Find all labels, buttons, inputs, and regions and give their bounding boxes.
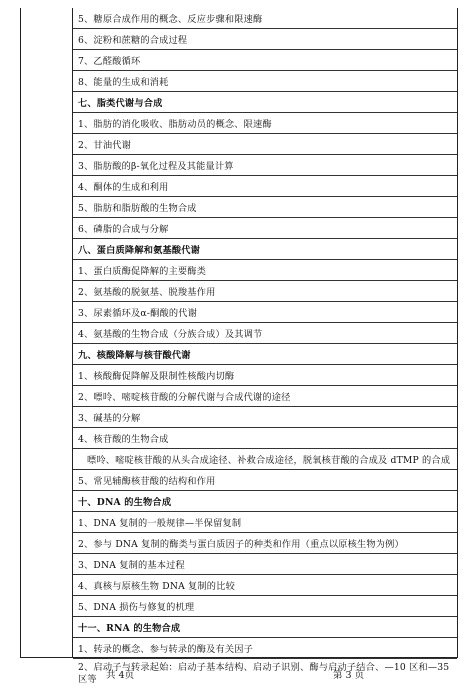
table-row: 3、尿素循环及α-酮酸的代谢 xyxy=(73,302,457,323)
table-row: 2、启动子与转录起始：启动子基本结构、启动子识别、酶与启动子结合、—10 区和—35 区等 xyxy=(78,662,450,685)
table-row: 3、脂肪酸的β-氧化过程及其能量计算 xyxy=(73,155,457,176)
table-row: 4、氨基酸的生物合成（分族合成）及其调节 xyxy=(73,323,457,344)
table-row: 3、碱基的分解 xyxy=(73,407,457,428)
table-row: 1、DNA 复制的一般规律—半保留复制 xyxy=(73,512,457,533)
table-row: 2、参与 DNA 复制的酶类与蛋白质因子的种类和作用（重点以原核生物为例） xyxy=(73,533,457,554)
table-row: 5、DNA 损伤与修复的机理 xyxy=(73,596,457,617)
table-content xyxy=(73,8,457,687)
section-heading: 九、核酸降解与核苷酸代谢 xyxy=(73,344,457,365)
table-row: 2、嘌呤、嘧啶核苷酸的分解代谢与合成代谢的途径 xyxy=(73,386,457,407)
table-row: 1、核酸酶促降解及限制性核酸内切酶 xyxy=(73,365,457,386)
table-row: 1、转录的概念、参与转录的酶及有关因子 xyxy=(73,638,457,659)
table-row: 5、常见辅酶核苷酸的结构和作用 xyxy=(73,470,457,491)
table-row: 5、糖原合成作用的概念、反应步骤和限速酶 xyxy=(73,8,457,29)
table-row: 4、核苷酸的生物合成 xyxy=(73,428,457,449)
table-row: 嘌呤、嘧啶核苷酸的从头合成途径、补救合成途径，脱氧核苷酸的合成及 dTMP 的合成 xyxy=(73,449,457,470)
page-footer xyxy=(0,667,472,681)
table-left-column xyxy=(21,8,73,657)
table-row: 5、脂肪和脂肪酸的生物合成 xyxy=(73,197,457,218)
table-row: 1、蛋白质酶促降解的主要酶类 xyxy=(73,260,457,281)
total-pages: 共 4页 xyxy=(106,670,135,681)
table-row: 4、酮体的生成和利用 xyxy=(73,176,457,197)
table-row: 6、磷脂的合成与分解 xyxy=(73,218,457,239)
table-row: 3、DNA 复制的基本过程 xyxy=(73,554,457,575)
page-number: 第 3 页 xyxy=(333,670,365,681)
section-heading: 七、脂类代谢与合成 xyxy=(73,92,457,113)
table-row: 4、真核与原核生物 DNA 复制的比较 xyxy=(73,575,457,596)
table-row: 1、脂肪的消化吸收、脂肪动员的概念、限速酶 xyxy=(73,113,457,134)
section-heading: 十一、RNA 的生物合成 xyxy=(73,617,457,638)
table-row: 8、能量的生成和消耗 xyxy=(73,71,457,92)
section-heading: 十、DNA 的生物合成 xyxy=(73,491,457,512)
table-row: 2、甘油代谢 xyxy=(73,134,457,155)
section-heading: 八、蛋白质降解和氨基酸代谢 xyxy=(73,239,457,260)
table-row: 2、氨基酸的脱氨基、脱羧基作用 xyxy=(73,281,457,302)
table-row: 7、乙醛酸循环 xyxy=(73,50,457,71)
table-row: 6、淀粉和蔗糖的合成过程 xyxy=(73,29,457,50)
